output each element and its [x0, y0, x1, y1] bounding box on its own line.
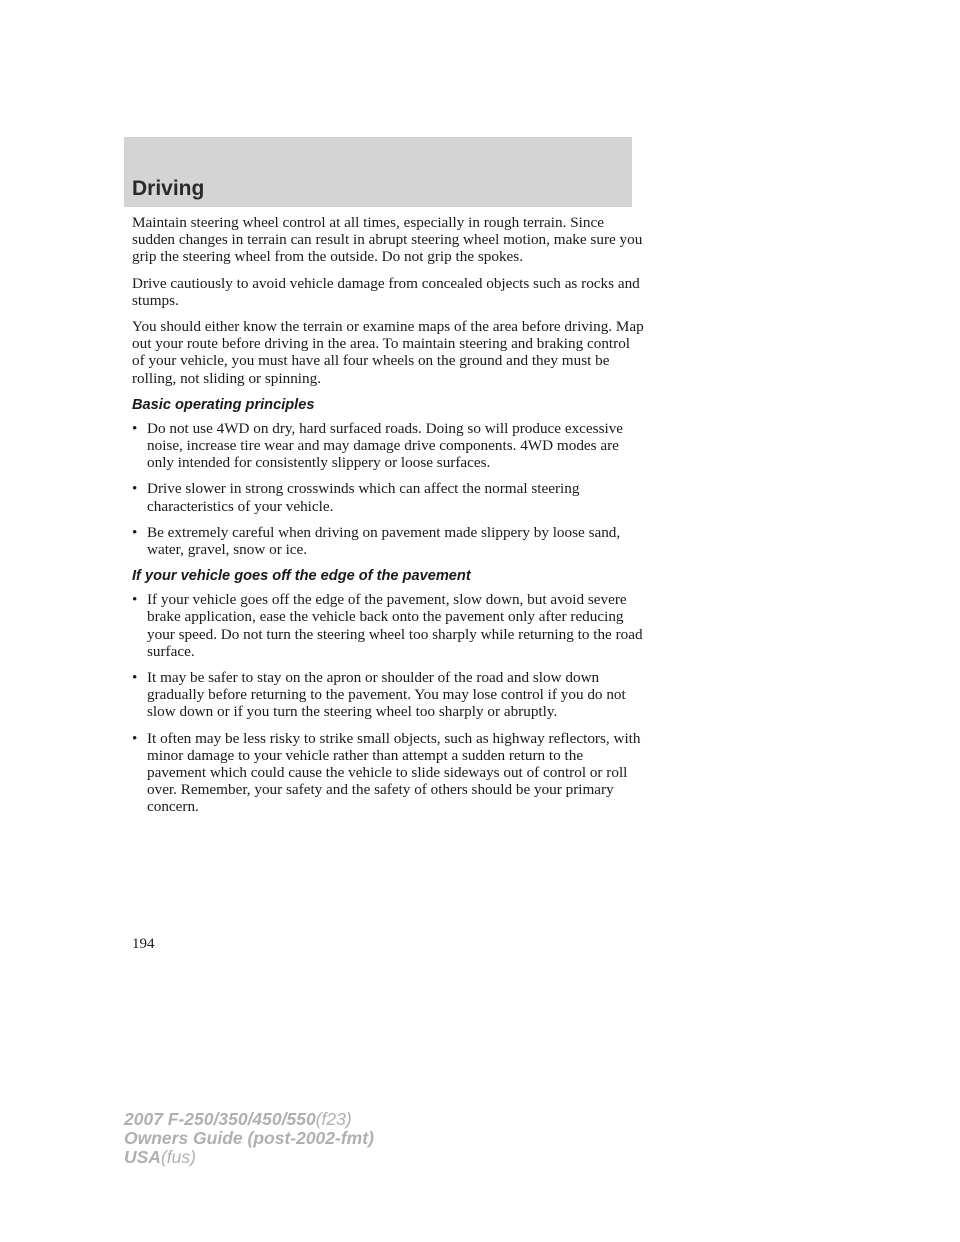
bullet-icon: • — [132, 419, 138, 437]
subheading-off-pavement: If your vehicle goes off the edge of the pavement — [132, 568, 471, 585]
intro-paragraph-2: Drive cautiously to avoid vehicle damage from concealed objects such as rocks and stumps. — [132, 274, 640, 309]
list-item: • Be extremely careful when driving on pavement made slippery by loose sand, water, gravel, snow or ice. — [132, 523, 621, 559]
section-title: Driving — [132, 177, 205, 200]
intro-paragraph-1: Maintain steering wheel control at all times, especially in rough terrain. Since sudden changes in terrain can result in abrupt steering wheel motion, make sure you grip the steering wheel from the outside. Do not grip the spokes. — [132, 214, 643, 266]
page-number: 194 — [132, 936, 155, 952]
footer-line-market: USA(fus) — [124, 1147, 196, 1167]
intro-paragraph-3: You should either know the terrain or examine maps of the area before driving. Map out your route before driving in the area. To maintain steering and braking control of your vehicle, you must have all four wheels on the ground and they must be rolling, not sliding or spinning. — [132, 318, 644, 387]
page-content — [132, 214, 644, 825]
bullet-icon: • — [132, 591, 138, 609]
bullet-icon: • — [132, 729, 138, 747]
bullet-icon: • — [132, 480, 138, 498]
list-item: • It may be safer to stay on the apron or shoulder of the road and slow down gradually before returning to the pavement. You may lose control if you do not slow down or if you turn the steering wheel too sharply or abruptly. — [132, 669, 626, 721]
bullet-list-basic-principles — [132, 420, 644, 558]
subheading-basic-operating-principles: Basic operating principles — [132, 396, 315, 413]
list-item: • If your vehicle goes off the edge of the pavement, slow down, but avoid severe brake application, ease the vehicle back onto the pavement only after reducing your speed. Do not turn the steering wheel too sharply while returning to the road surface. — [132, 591, 643, 660]
bullet-icon: • — [132, 669, 138, 687]
section-header-band — [124, 137, 632, 207]
bullet-list-off-pavement — [132, 591, 644, 815]
bullet-icon: • — [132, 523, 138, 541]
list-item: • Drive slower in strong crosswinds which can affect the normal steering characteristics of your vehicle. — [132, 480, 580, 515]
footer-line-guide: Owners Guide (post-2002-fmt) — [124, 1128, 374, 1148]
footer-line-model: 2007 F-250/350/450/550(f23) — [124, 1109, 352, 1129]
document-footer — [124, 1110, 374, 1167]
list-item: • Do not use 4WD on dry, hard surfaced roads. Doing so will produce excessive noise, increase tire wear and may damage drive components. 4WD modes are only intended for consistently slippery or loose surfaces. — [132, 419, 624, 472]
list-item: • It often may be less risky to strike small objects, such as highway reflectors, with minor damage to your vehicle rather than attempt a sudden return to the pavement which could cause the vehicle to slide sideways out of control or roll over. Remember, your safety and the safety of others should be your primary concern. — [132, 729, 641, 816]
